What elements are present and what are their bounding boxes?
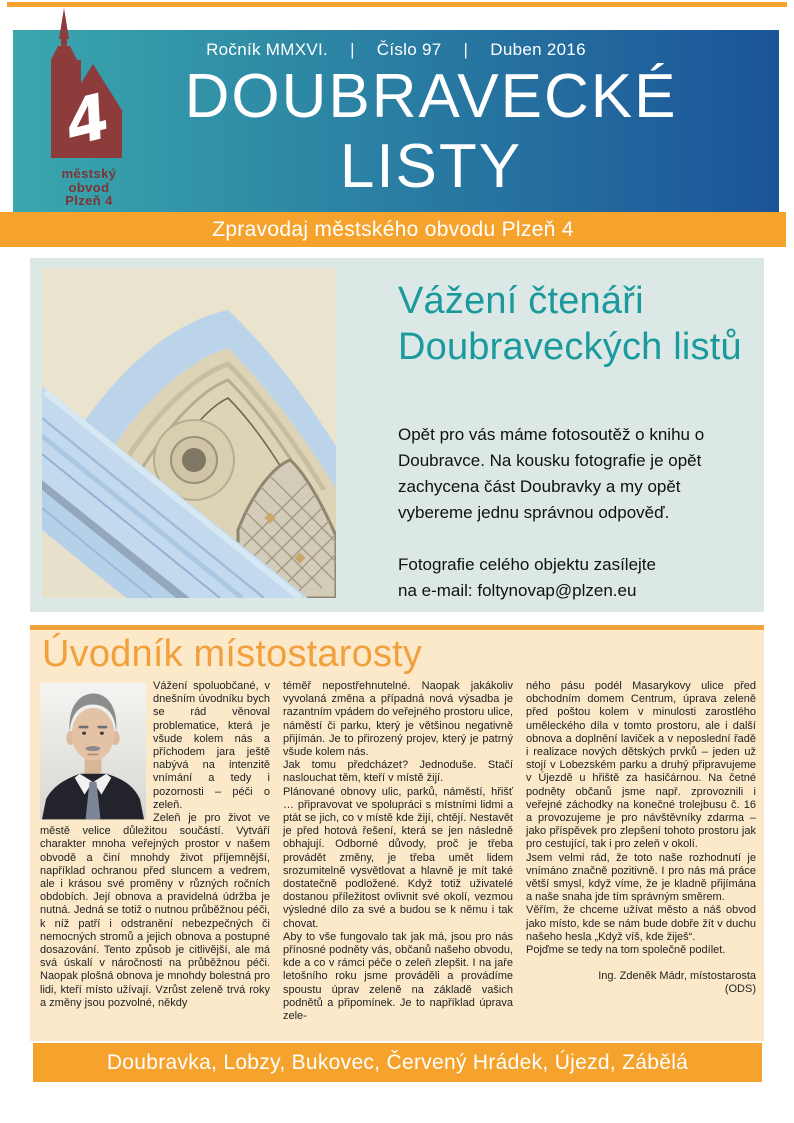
newsletter-title-line2: LISTY xyxy=(339,132,523,201)
contest-email-line xyxy=(398,578,750,604)
editorial-column-3 xyxy=(526,680,756,1023)
contest-heading-line2: Doubraveckých listů xyxy=(398,326,742,368)
editorial-columns xyxy=(40,680,756,1023)
district-logo xyxy=(44,8,134,208)
contest-paragraph-2 xyxy=(398,552,750,604)
subtitle-text: Zpravodaj městského obvodu Plzeň 4 xyxy=(212,217,574,241)
editorial-column-3-text: ného pásu podél Masarykovy ulice před obchodním domem Centrum, úprava zeleně před poštou kolem v minulosti zarostlého uměleckého díla v tomto prostoru, ale i další obnova a doplnění laviček a v neposlední řadě i realizace nových dětských prvků – jeden už stojí v Lobezském parku a druhý připravujeme v Újezdě u hřiště za hasičárnou. Na četné podněty občanů jsme např. zprovoznili i veřejné záchodky na konečné trolejbusu č. 16 a provozujeme je pro návštěvníky zdarma – jako příspěvek pro zlepšení tohoto prostoru jak pro cestující, tak i pro zeleň v okolí. Jsem velmi rád, že toto naše rozhodnutí je vnímáno značně pozitivně. I pro nás má práce větší smysl, když víme, že je kladně přijímána a naše snaha jde tím správným směrem. Věřím, že chceme užívat město a náš obvod jako místo, kde se nám bude dobře žít v duchu našeho hesla „Když víš, kde žiješ“. Pojďme se tedy na tom společně podílet. xyxy=(526,680,756,957)
newsletter-title-line1: DOUBRAVECKÉ xyxy=(184,62,678,131)
logo-caption-line3: Plzeň 4 xyxy=(65,193,113,208)
subtitle-strip xyxy=(0,212,786,247)
editorial-signature xyxy=(526,970,756,996)
issue-separator: | xyxy=(463,40,469,59)
footer-strip xyxy=(33,1043,762,1082)
contest-email-label: na e-mail: xyxy=(398,581,478,600)
church-window-photo xyxy=(42,268,336,598)
signature-name: Ing. Zdeněk Mádr, místostarosta xyxy=(598,970,756,983)
editorial-column-2: téměř nepostřehnutelné. Naopak jakákoliv vyvolaná změna a případná nová výsadba je razantním vpádem do veřejného prostoru ulice, náměstí či parku, který je většinou negativně přijímán. Je to přirozený projev, který je patrný všude kolem nás. Jak tomu předcházet? Jednoduše. Stačí naslouchat těm, kteří v místě žijí. Plánované obnovy ulic, parků, náměstí, hřišť … připravovat ve spolupráci s místními lidmi a ptát se jich, co v místě kde žijí, chtějí. Nestavět je před hotová řešení, která se jen následně obhajují. Odborné důvody, proč je třeba provádět změny, je třeba umět lidem srozumitelně vysvětlovat a hlavně je mít také dostatečně podložené. Když totiž uživatelé dostanou příležitost ovlivnit své okolí, vezmou výsledné dílo za své a budou se k němu i tak chovat. Aby to vše fungovalo tak jak má, jsou pro nás přínosné podněty vás, občanů našeho obvodu, kde a co v rámci péče o zeleň zlepšit. I na jaře letošního roku jsme prováděli a provádíme spoustu úprav zeleně na základě vašich podnětů a připomínek. Je to například úprava zele- xyxy=(283,680,513,1023)
issue-volume: Ročník MMXVI. xyxy=(206,40,329,59)
footer-districts-text: Doubravka, Lobzy, Bukovec, Červený Hrádek, Újezd, Zábělá xyxy=(106,1050,689,1074)
signature-party: (ODS) xyxy=(724,983,756,996)
deputy-mayor-portrait xyxy=(40,682,146,820)
logo-caption xyxy=(44,167,134,208)
top-border-line xyxy=(7,2,787,7)
contest-email-address[interactable]: foltynovap@plzen.eu xyxy=(477,581,637,600)
logo-caption-line1: městský xyxy=(61,166,117,181)
contest-paragraph-1: Opět pro vás máme fotosoutěž o knihu o Doubravce. Na kousku fotografie je opět zachycena část Doubravky a my opět vybereme jednu správnou odpověď. xyxy=(398,425,705,522)
contest-section xyxy=(30,258,764,612)
contest-send-line: Fotografie celého objektu zasílejte xyxy=(398,555,656,574)
logo-numeral: 4 xyxy=(57,78,118,160)
editorial-column-1 xyxy=(40,680,270,1023)
logo-caption-line2: obvod xyxy=(68,179,110,195)
contest-heading xyxy=(398,278,750,370)
contest-text-block xyxy=(398,278,750,656)
editorial-heading: Úvodník místostarosty xyxy=(42,633,423,675)
tower-logo-icon xyxy=(44,8,126,160)
issue-number: Číslo 97 xyxy=(376,40,442,59)
issue-separator: | xyxy=(350,40,355,59)
issue-date: Duben 2016 xyxy=(490,40,586,59)
editorial-section xyxy=(30,625,764,1041)
editorial-column-1-text: Vážení spoluobčané, v dnešním úvodníku bych se rád věnoval problematice, která je všude kolem nás a příchodem jara ještě nabývá na intenzitě vnímání a tedy i pozornosti – péči o zeleň. Zeleň je pro život ve městě velice důležitou součástí. Vytváří charakter mnoha veřejných prostor v našem obvodě a činí mnohdy život příjemnější, například ochranou před sluncem a vedrem, ale i krásou své proměny v různých ročních obdobích. Její obnova a pravidelná údržba je nutná. Jedná se totiž o nutnou průběžnou péči, k níž patří i odstranění nebezpečných či nemocných stromů a jejich obnova a postupné dosazování. Tento způsob je citlivější, ale má svá úskalí v náročnosti na průběžnou péči. Naopak plošná obnova je mnohdy bolestná pro lidi, kteří místo užívají. Vzrůst zeleně trvá roky a změny jsou pozvolné, někdy xyxy=(40,680,270,1009)
contest-heading-line1: Vážení čtenáři xyxy=(398,280,644,322)
